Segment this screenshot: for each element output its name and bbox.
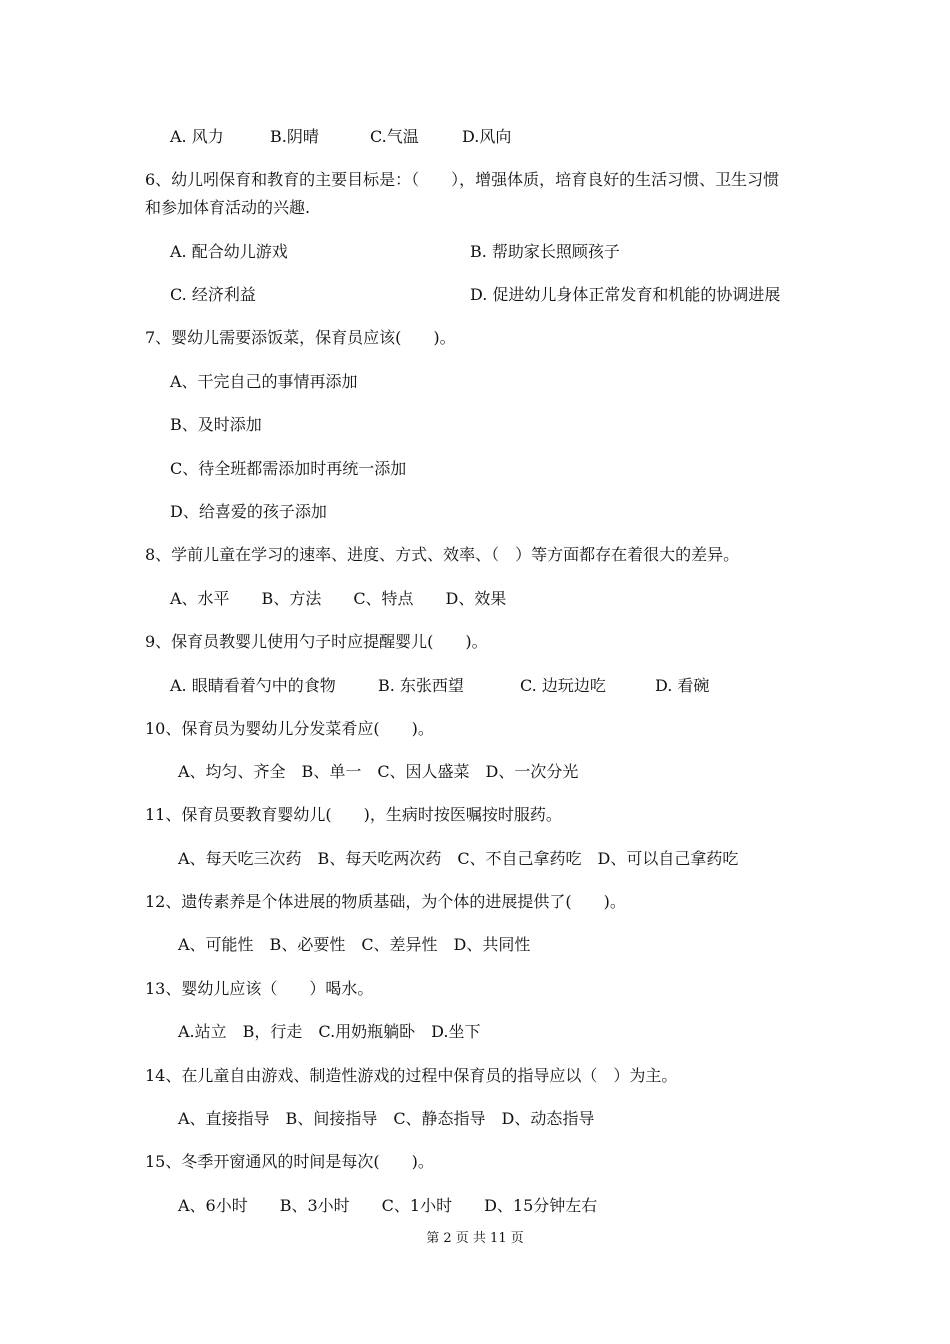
q6-text-1: 6、幼儿吲保育和教育的主要目标是：（ ），增强体质，培育良好的生活习惯、卫生习惯 (145, 170, 780, 189)
q5-option-a: A. 风力 (170, 127, 224, 146)
q14-options: A、直接指导 B、间接指导 C、静态指导 D、动态指导 (178, 1109, 595, 1128)
q15-options: A、6小时 B、3小时 C、1小时 D、15分钟左右 (178, 1196, 598, 1215)
q7-text: 7、婴幼儿需要添饭菜，保育员应该( )。 (145, 328, 456, 347)
q5-option-b: B.阴晴 (270, 127, 319, 146)
q14-text: 14、在儿童自由游戏、制造性游戏的过程中保育员的指导应以（ ）为主。 (145, 1066, 678, 1085)
q13-options: A.站立 B，行走 C.用奶瓶躺卧 D.坐下 (178, 1022, 481, 1041)
q9-option-b: B. 东张西望 (378, 676, 464, 695)
q5-option-d: D.风向 (462, 127, 512, 146)
q6-option-c: C. 经济利益 (170, 285, 256, 304)
q13-text: 13、婴幼儿应该（ ）喝水。 (145, 979, 374, 998)
q5-option-c: C.气温 (370, 127, 419, 146)
q7-option-a: A、干完自己的事情再添加 (170, 372, 358, 391)
q11-options: A、每天吃三次药 B、每天吃两次药 C、不自己拿药吃 D、可以自己拿药吃 (178, 849, 739, 868)
q6-text-2: 和参加体育活动的兴趣. (145, 198, 311, 217)
q15-text: 15、冬季开窗通风的时间是每次( )。 (145, 1152, 434, 1171)
q6-option-a: A. 配合幼儿游戏 (170, 242, 288, 261)
q9-option-a: A. 眼睛看着勺中的食物 (170, 676, 336, 695)
q11-text: 11、保育员要教育婴幼儿( )，生病时按医嘱按时服药。 (145, 805, 562, 824)
q9-text: 9、保育员教婴儿使用勺子时应提醒婴儿( )。 (145, 632, 488, 651)
q7-option-c: C、待全班都需添加时再统一添加 (170, 459, 407, 478)
q9-option-d: D. 看碗 (655, 676, 710, 695)
q6-option-d: D. 促进幼儿身体正常发育和机能的协调进展 (470, 285, 781, 304)
q7-option-d: D、给喜爱的孩子添加 (170, 502, 327, 521)
q10-text: 10、保育员为婴幼儿分发菜肴应( )。 (145, 719, 434, 738)
q7-option-b: B、及时添加 (170, 415, 262, 434)
q10-options: A、均匀、齐全 B、单一 C、因人盛菜 D、一次分光 (178, 762, 579, 781)
q6-option-b: B. 帮助家长照顾孩子 (470, 242, 620, 261)
q9-option-c: C. 边玩边吃 (520, 676, 606, 695)
page-footer: 第 2 页 共 11 页 (426, 1231, 524, 1246)
q8-options: A、水平 B、方法 C、特点 D、效果 (170, 589, 507, 608)
q12-options: A、可能性 B、必要性 C、差异性 D、共同性 (178, 935, 531, 954)
q12-text: 12、遗传素养是个体进展的物质基础，为个体的进展提供了( )。 (145, 892, 626, 911)
q8-text: 8、学前儿童在学习的速率、进度、方式、效率、（ ）等方面都存在着很大的差异。 (145, 545, 740, 564)
